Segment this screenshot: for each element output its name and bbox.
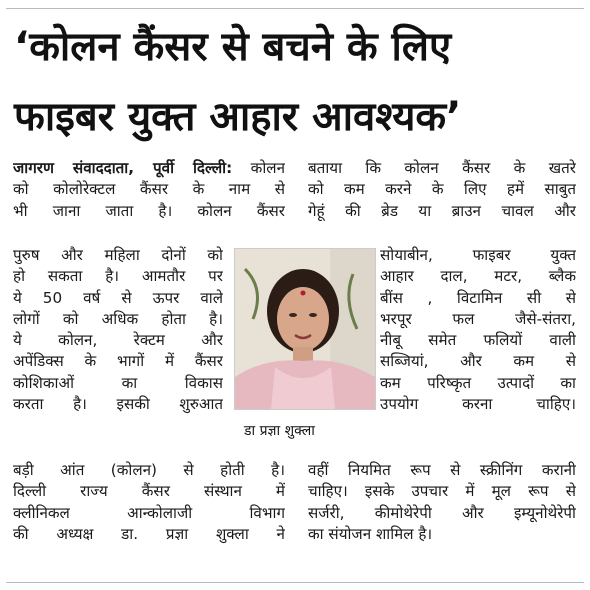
headline-line-1: ‘कोलन कैंसर से बचने के लिए <box>14 24 452 70</box>
article-line: बींस , विटामिन सी से <box>380 288 576 307</box>
article-line: भरपूर फल जैसे-संतरा, <box>380 309 576 328</box>
article-text: कोलन <box>250 159 285 177</box>
photo-caption: डा प्रज्ञा शुक्ला <box>244 423 315 439</box>
article-line: दिल्ली राज्य कैंसर संस्थान में <box>13 482 285 501</box>
column-1-bottom <box>13 460 285 545</box>
column-2-bottom <box>308 460 576 545</box>
article-line: अपेंडिक्स के भागों में कैंसर <box>13 352 223 371</box>
article-line: को कम करने के लिए हमें साबुत <box>308 180 576 199</box>
article-line: सोयाबीन, फाइबर युक्त <box>380 246 576 264</box>
article-line: गेहूं की ब्रेड या ब्राउन चावल और <box>308 201 576 220</box>
article-line: को कोलोरेक्टल कैंसर के नाम से <box>13 180 285 199</box>
article-line: भी जाना जाता है। कोलन कैंसर <box>13 201 285 220</box>
article-line: बड़ी आंत (कोलन) से होती है। <box>13 461 285 479</box>
article-line: वहीं नियमित रूप से स्क्रीनिंग करानी <box>308 461 576 479</box>
article-line: कम परिष्कृत उत्पादों का <box>380 373 576 392</box>
column-1-top <box>13 158 285 222</box>
portrait-photo <box>234 248 376 410</box>
article-line: उपयोग करना चाहिए। <box>380 395 576 414</box>
article-line: कोशिकाओं का विकास <box>13 373 223 392</box>
article-line: आहार दाल, मटर, ब्लैक <box>380 267 576 286</box>
article-line: नीबू समेत फलियों वाली <box>380 331 576 350</box>
article-line: सर्जरी, कीमोथेरेपी और इम्यूनोथेरेपी <box>308 503 576 522</box>
bottom-rule <box>6 582 584 583</box>
headline-line-2: फाइबर युक्त आहार आवश्यक’ <box>14 94 462 140</box>
article-line: ये 50 वर्ष से ऊपर वाले <box>13 288 223 307</box>
article-line: सब्जियां, और कम से <box>380 352 576 371</box>
article-line: ये कोलन, रेक्टम और <box>13 331 223 350</box>
column-2-middle <box>380 245 576 415</box>
top-rule <box>6 8 584 9</box>
article-line: करता है। इसकी शुरुआत <box>13 395 223 414</box>
dateline: जागरण संवाददाता, पूर्वी दिल्ली: <box>13 159 233 177</box>
article-line: लोगों को अधिक होता है। <box>13 309 223 328</box>
article-line: का संयोजन शामिल है। <box>308 524 433 543</box>
article-line: चाहिए। इसके उपचार में मूल रूप से <box>308 482 576 501</box>
article-line: की अध्यक्ष डा. प्रज्ञा शुक्ला ने <box>13 524 285 543</box>
article-line: बताया कि कोलन कैंसर के खतरे <box>308 159 576 177</box>
article-line <box>13 158 285 179</box>
column-1-middle <box>13 245 223 415</box>
article-line: क्लीनिकल आन्कोलाजी विभाग <box>13 503 285 522</box>
article-line: हो सकता है। आमतौर पर <box>13 267 223 286</box>
portrait-illustration <box>235 249 375 409</box>
column-2-top <box>308 158 576 222</box>
article-line: पुरुष और महिला दोनों को <box>13 246 223 264</box>
